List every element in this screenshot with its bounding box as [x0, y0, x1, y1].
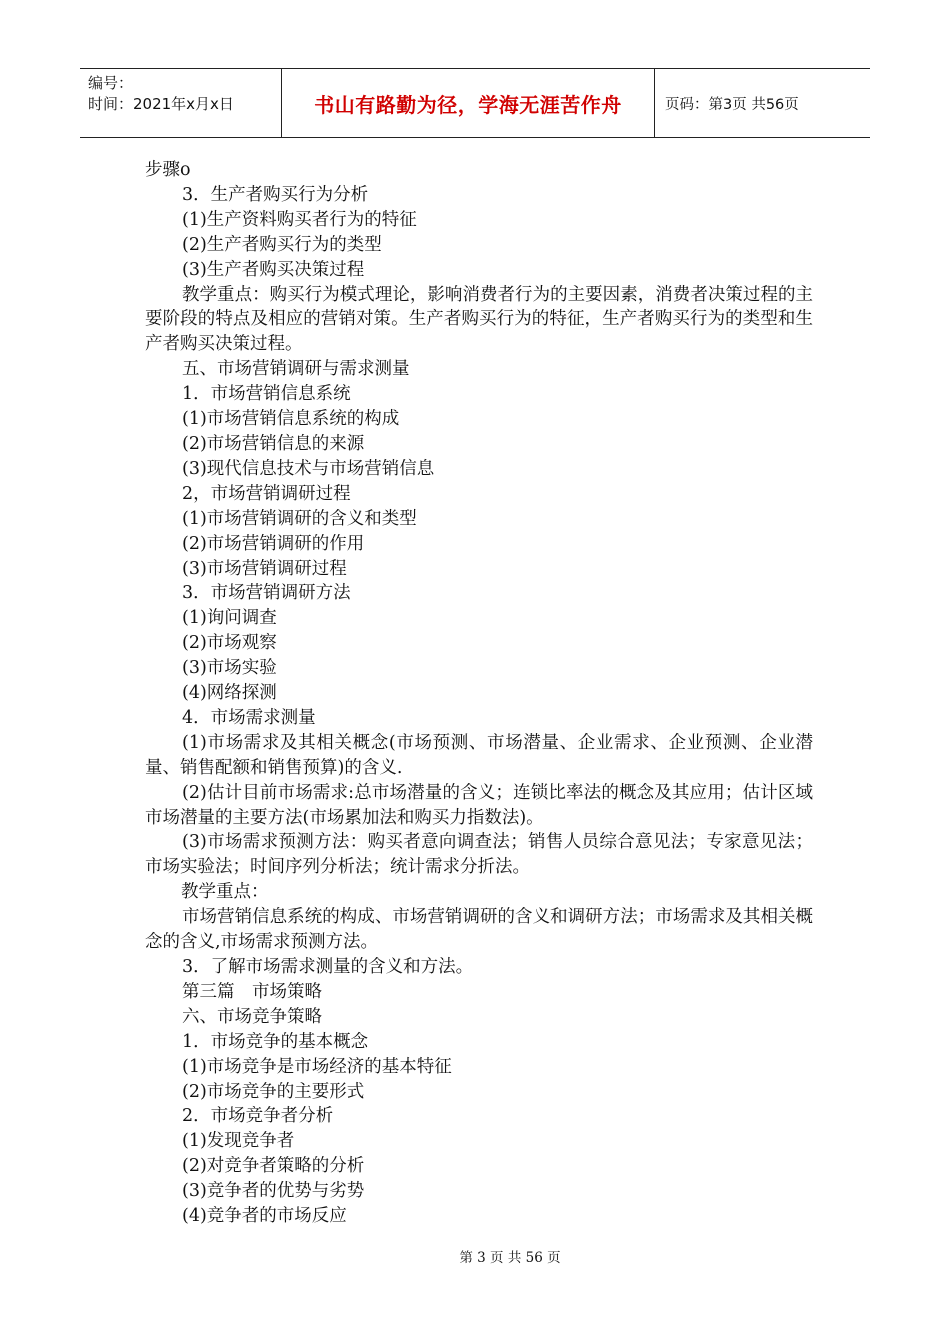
part-heading: 第三篇 市场策略 — [182, 981, 322, 1002]
subsection-heading: 4．市场需求测量 — [182, 707, 316, 728]
list-item: (2)对竞争者策略的分析 — [182, 1156, 365, 1177]
list-item: (2)市场竞争的主要形式 — [182, 1081, 365, 1102]
subsection-heading: 2，市场营销调研过程 — [182, 483, 351, 504]
subsection-heading: 3．生产者购买行为分析 — [182, 184, 369, 205]
list-item: (2)生产者购买行为的类型 — [182, 234, 382, 255]
document-body — [145, 158, 813, 1229]
list-item: (1)市场竞争是市场经济的基本特征 — [182, 1056, 452, 1077]
section-heading: 六、市场竞争策略 — [182, 1006, 322, 1027]
list-item: (3)生产者购买决策过程 — [182, 259, 365, 280]
list-item: (3)竞争者的优势与劣势 — [182, 1181, 365, 1202]
text-line: 步骤o — [145, 160, 191, 180]
list-item: (3)市场营销调研过程 — [182, 558, 347, 579]
teaching-focus-paragraph: 教学重点：购买行为模式理论，影响消费者行为的主要因素，消费者决策过程的主要阶段的特点及相应的营销对策。生产者购买行为的特征，生产者购买行为的类型和生产者购买决策过程。 — [145, 284, 813, 355]
header-meta — [80, 69, 282, 137]
body-paragraph: (2)估计目前市场需求:总市场潜量的含义；连锁比率法的概念及其应用；估计区域市场潜量的主要方法(市场累加法和购买力指数法)。 — [145, 782, 813, 828]
list-item: (2)市场营销调研的作用 — [182, 533, 365, 554]
subsection-heading: 3．市场营销调研方法 — [182, 583, 351, 604]
body-paragraph: (3)市场需求预测方法：购买者意向调查法；销售人员综合意见法；专家意见法；市场实验法；时间序列分析法；统计需求分折法。 — [145, 832, 813, 878]
document-time-label: 时间：2021年x月x日 — [88, 95, 234, 113]
list-item: (1)发现竞争者 — [182, 1131, 295, 1152]
list-item: (1)生产资料购买者行为的特征 — [182, 209, 417, 230]
header-page-number: 页码：第3页 共56页 — [665, 96, 799, 113]
list-item: (3)市场实验 — [182, 658, 277, 679]
section-heading: 五、市场营销调研与需求测量 — [182, 359, 410, 380]
body-paragraph: (1)市场需求及其相关概念(市场预测、市场潜量、企业需求、企业预测、企业潜量、销售配额和销售预算)的含义. — [145, 732, 813, 778]
subsection-heading: 2．市场竞争者分析 — [182, 1106, 334, 1127]
list-item: (1)市场营销调研的含义和类型 — [182, 508, 417, 529]
list-item: (2)市场营销信息的来源 — [182, 433, 365, 454]
header-motto: 书山有路勤为径，学海无涯苦作舟 — [282, 69, 655, 137]
list-item: (4)网络探测 — [182, 683, 277, 704]
teaching-focus-paragraph: 市场营销信息系统的构成、市场营销调研的含义和调研方法；市场需求及其相关概念的含义,市场需求预测方法。 — [145, 907, 813, 953]
list-item: (4)竞争者的市场反应 — [182, 1206, 347, 1227]
list-item: (3)现代信息技术与市场营销信息 — [182, 458, 435, 479]
page-footer: 第 3 页 共 56 页 — [459, 1250, 561, 1266]
teaching-focus-label: 教学重点： — [181, 882, 269, 903]
list-item: (1)市场营销信息系统的构成 — [182, 409, 400, 430]
list-item: (1)询问调查 — [182, 608, 277, 629]
subsection-heading: 1．市场营销信息系统 — [182, 384, 351, 405]
text-line: 3．了解市场需求测量的含义和方法。 — [182, 957, 474, 977]
subsection-heading: 1．市场竞争的基本概念 — [182, 1031, 369, 1052]
list-item: (2)市场观察 — [182, 633, 277, 654]
page-header — [80, 68, 870, 138]
document-number-label: 编号： — [88, 74, 134, 92]
